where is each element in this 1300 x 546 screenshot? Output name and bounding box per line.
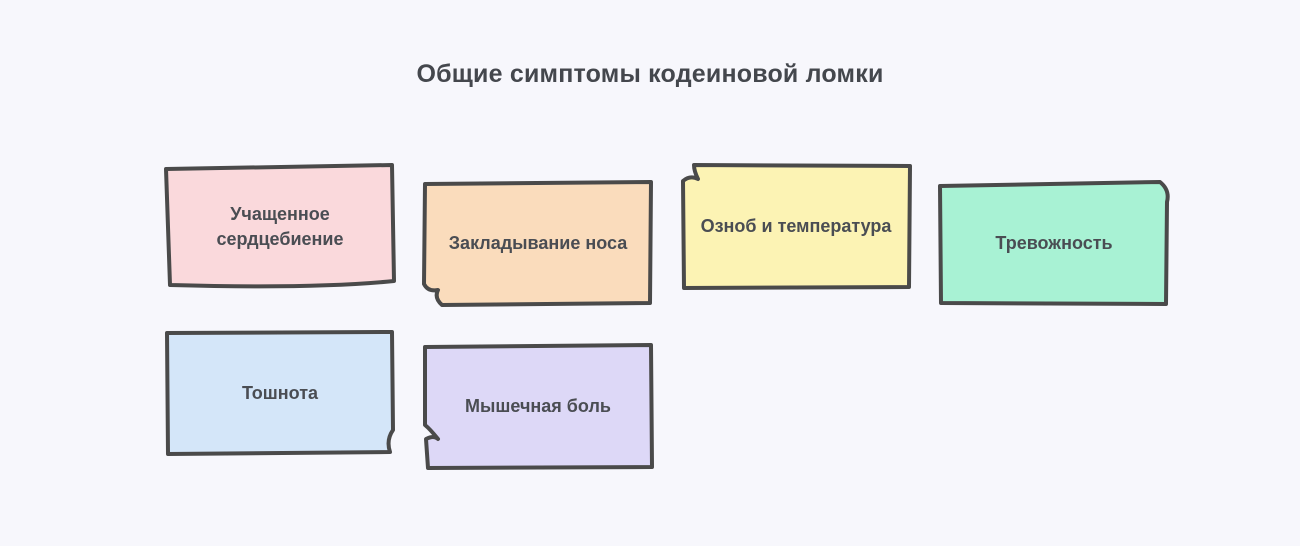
symptom-card-nasal-congestion[interactable] (422, 180, 654, 307)
symptom-card-heart-rate[interactable] (164, 163, 396, 290)
symptom-card-label: Озноб и температура (700, 216, 892, 237)
symptom-card-label: Тошнота (241, 383, 319, 404)
page-title: Общие симптомы кодеиновой ломки (416, 60, 884, 88)
symptom-card-anxiety[interactable] (938, 180, 1170, 307)
symptom-card-label: Учащенное сердцебиение (216, 204, 344, 249)
symptom-card-label: Закладывание носа (448, 233, 628, 254)
symptom-card-muscle-pain[interactable] (422, 343, 654, 470)
symptom-card-nausea[interactable] (164, 330, 396, 457)
symptom-card-label: Тревожность (995, 233, 1113, 254)
symptom-card-chills-fever[interactable] (680, 163, 912, 290)
symptom-card-label: Мышечная боль (465, 396, 611, 417)
